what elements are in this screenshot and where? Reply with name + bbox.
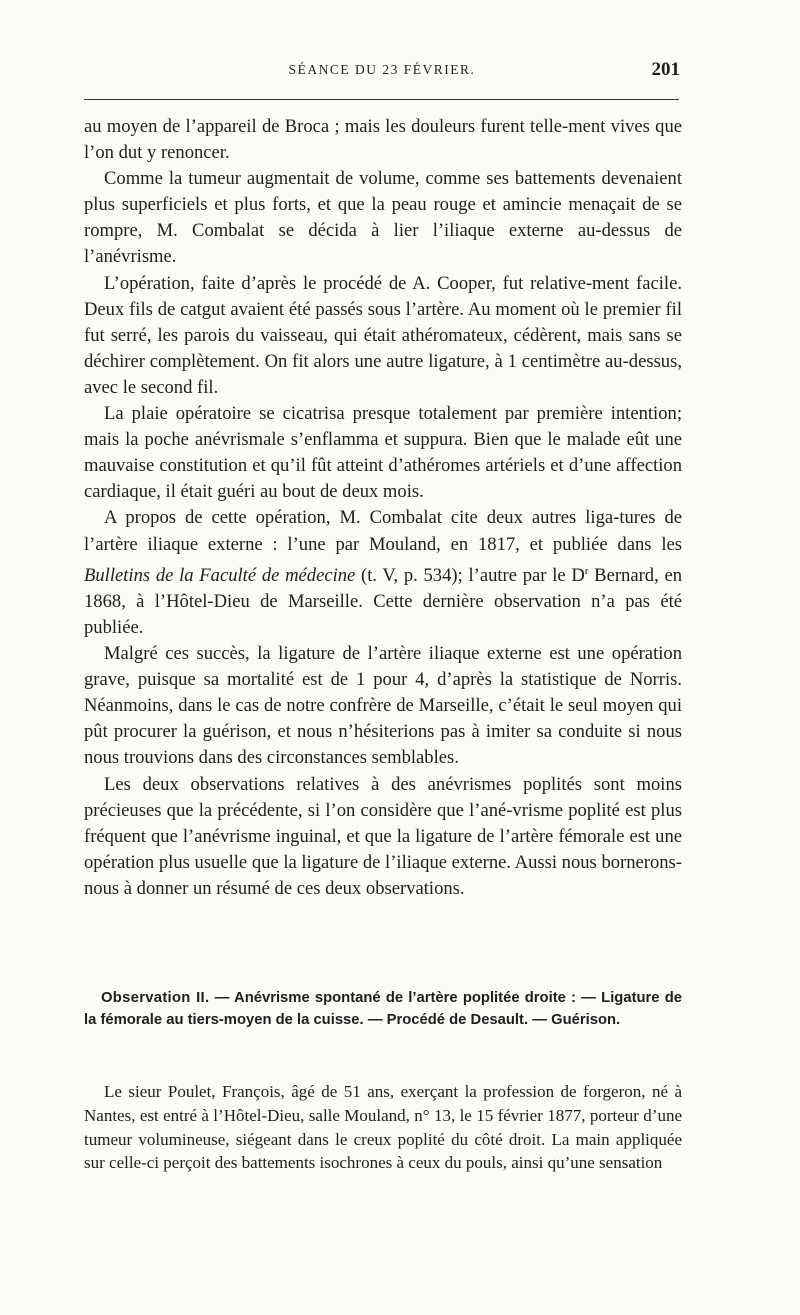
observation-text: [84, 1080, 682, 1175]
observation-heading: [84, 987, 682, 1031]
paragraph: Comme la tumeur augmentait de volume, comme ses battements devenaient plus superficiels et plus forts, et que la peau rouge et amincie menaçait de se rompre, M. Combalat se décida à lier l’iliaque externe au-dessus de l’anévrisme.: [84, 168, 682, 268]
observation-title: — Anévrisme spontané de l’artère poplitée droite : — Ligature de la fémorale au tiers-moyen de la cuisse. — Procédé de Desault. — Guérison.: [84, 990, 682, 1028]
paragraph: L’opération, faite d’après le procédé de A. Cooper, fut relative-ment facile. Deux fils de catgut avaient été passés sous l’artère. Au moment où le premier fil fut serré, les parois du vaisseau, qui était athéromateux, cédèrent, mais sans se déchirer complètement. On fit alors une autre ligature, à 1 centimètre au-dessus, avec le second fil.: [84, 272, 682, 398]
paragraph: Les deux observations relatives à des anévrismes poplités sont moins précieuses que la précédente, si l’on considère que l’ané-vrisme poplité est plus fréquent que l’anévrisme inguinal, et que la ligature de l’artère fémorale est une opération plus usuelle que la ligature de l’iliaque externe. Aussi nous bornerons-nous à donner un résumé de ces deux observations.: [84, 773, 682, 899]
journal-title: Bulletins de la Faculté de médecine: [84, 564, 356, 586]
paragraph-text: Bernard, en 1868, à l’Hôtel-Dieu de Marseille. Cette dernière observation n’a pas été publiée.: [84, 564, 682, 638]
superscript: r: [584, 564, 589, 577]
paragraph: Malgré ces succès, la ligature de l’artère iliaque externe est une opération grave, puisque sa mortalité est de 1 pour 4, d’après la statistique de Norris. Néanmoins, dans le cas de notre confrère de Marseille, c’était le seul moyen qui pût procurer la guérison, et nous n’hésiterions pas à imiter sa conduite si nous nous trouvions dans des circonstances semblables.: [84, 643, 682, 769]
running-head: SÉANCE DU 23 FÉVRIER.: [288, 62, 476, 77]
paragraph: [84, 505, 682, 641]
paragraph-text: A propos de cette opération, M. Combalat cite deux autres liga-tures de l’artère iliaque externe : l’une par Mouland, en 1817, et publiée dans les: [84, 507, 682, 555]
page-number: 201: [651, 59, 680, 80]
paragraph-text: (t. V, p. 534); l’autre par le D: [355, 564, 585, 586]
paragraph: La plaie opératoire se cicatrisa presque totalement par première intention; mais la poche anévrismale s’enflamma et suppura. Bien que le malade eût une mauvaise constitution et qu’il fût atteint d’athéromes artériels et d’une affection cardiaque, il était guéri au bout de deux mois.: [84, 403, 682, 503]
paragraph: au moyen de l’appareil de Broca ; mais les douleurs furent telle-ment vives que l’on dut y renoncer.: [84, 116, 682, 164]
page-header: [84, 59, 680, 86]
observation-label: Observation II.: [101, 990, 210, 1006]
paragraph: Le sieur Poulet, François, âgé de 51 ans, exerçant la profession de forgeron, né à Nantes, est entré à l’Hôtel-Dieu, salle Mouland, n° 13, le 15 février 1877, porteur d’une tumeur volumineuse, siégeant dans le creux poplité du côté droit. La main appliquée sur celle-ci perçoit des battements isochrones à ceux du pouls, ainsi qu’une sensation: [84, 1082, 682, 1173]
header-rule: [84, 99, 679, 100]
body-text: [84, 114, 682, 902]
